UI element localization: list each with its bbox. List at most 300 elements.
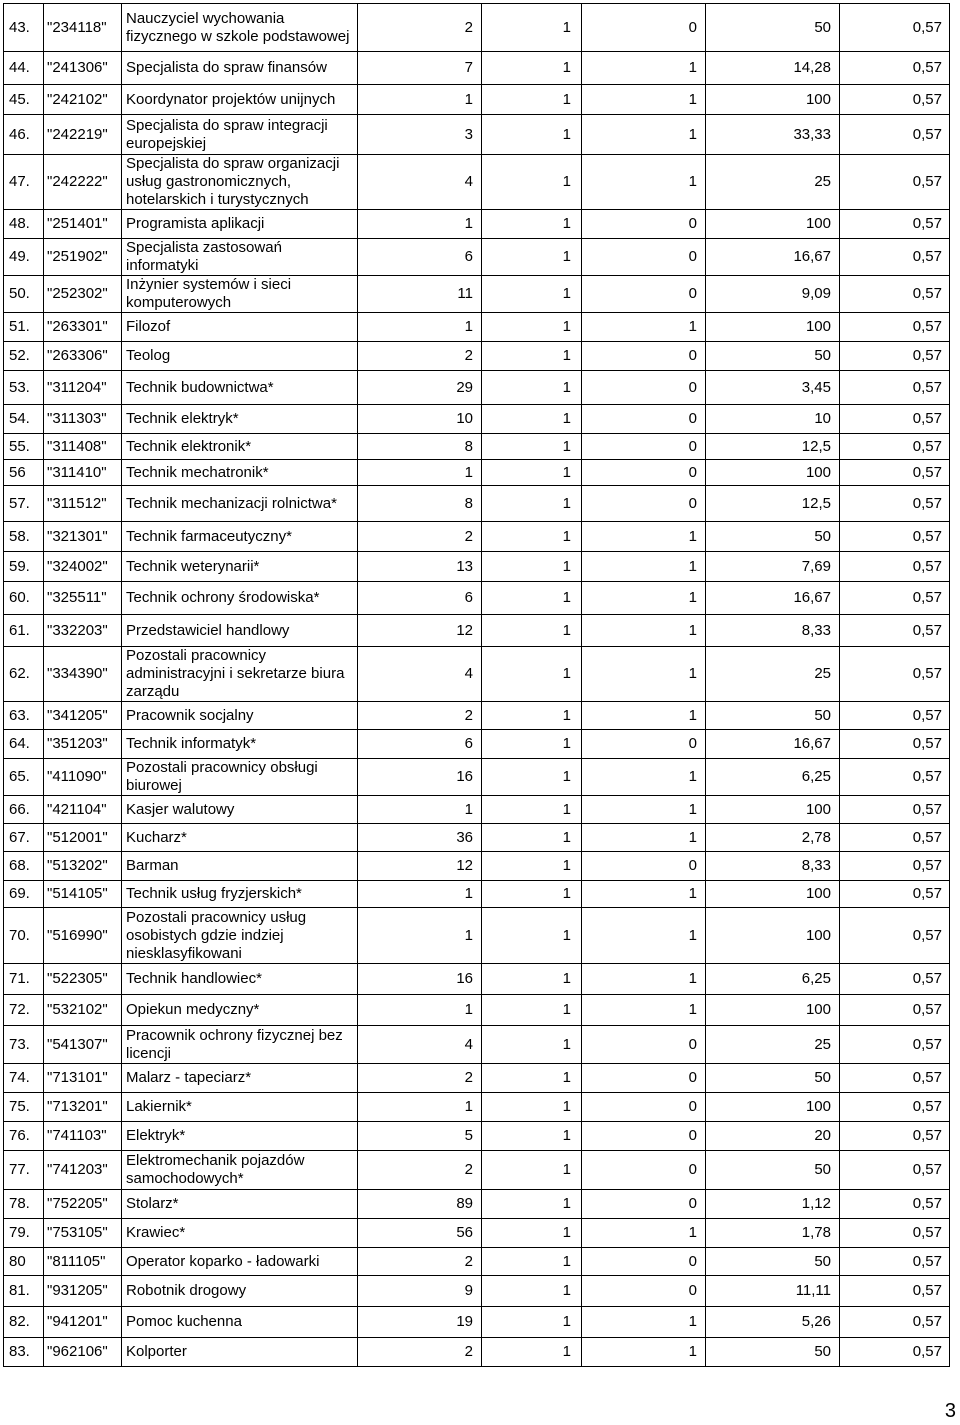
value-col-1: 29 [358,371,482,405]
row-number: 60. [4,582,44,615]
value-col-4: 100 [706,995,840,1026]
value-col-3: 0 [582,1093,706,1122]
row-number: 46. [4,115,44,155]
value-col-5: 0,57 [840,486,950,522]
value-col-1: 1 [358,460,482,486]
occupation-code: "351203" [44,730,122,759]
row-number: 74. [4,1064,44,1093]
value-col-2: 1 [482,824,582,852]
value-col-5: 0,57 [840,881,950,908]
value-col-4: 50 [706,702,840,730]
occupation-name: Kasjer walutowy [122,796,358,824]
occupation-code: "513202" [44,852,122,881]
value-col-1: 1 [358,995,482,1026]
row-number: 71. [4,964,44,995]
value-col-2: 1 [482,85,582,115]
value-col-2: 1 [482,908,582,964]
value-col-1: 7 [358,52,482,85]
value-col-1: 1 [358,85,482,115]
value-col-3: 0 [582,1026,706,1064]
value-col-1: 2 [358,4,482,52]
value-col-4: 50 [706,1338,840,1367]
occupation-name: Pozostali pracownicy usług osobistych gdzie indziej niesklasyfikowani [122,908,358,964]
occupation-code: "263301" [44,313,122,342]
value-col-2: 1 [482,460,582,486]
table-row [4,313,950,342]
table-row [4,52,950,85]
value-col-1: 16 [358,759,482,796]
occupation-code: "941201" [44,1307,122,1338]
value-col-2: 1 [482,210,582,239]
occupations-table [3,3,950,1367]
row-number: 61. [4,615,44,647]
value-col-1: 19 [358,1307,482,1338]
value-col-4: 14,28 [706,52,840,85]
value-col-4: 2,78 [706,824,840,852]
table-row [4,964,950,995]
value-col-4: 16,67 [706,582,840,615]
table-row [4,405,950,434]
occupation-name: Technik usług fryzjerskich* [122,881,358,908]
row-number: 47. [4,155,44,210]
value-col-5: 0,57 [840,582,950,615]
occupation-code: "962106" [44,1338,122,1367]
value-col-5: 0,57 [840,434,950,460]
value-col-2: 1 [482,1122,582,1151]
table-row [4,1276,950,1307]
value-col-1: 1 [358,908,482,964]
value-col-2: 1 [482,1190,582,1219]
value-col-1: 5 [358,1122,482,1151]
value-col-3: 0 [582,1248,706,1276]
value-col-4: 12,5 [706,486,840,522]
table-row [4,908,950,964]
occupation-code: "512001" [44,824,122,852]
value-col-4: 16,67 [706,730,840,759]
row-number: 59. [4,552,44,582]
value-col-3: 0 [582,1122,706,1151]
occupation-name: Technik informatyk* [122,730,358,759]
value-col-1: 11 [358,276,482,313]
row-number: 56 [4,460,44,486]
occupation-code: "311204" [44,371,122,405]
value-col-3: 1 [582,796,706,824]
value-col-2: 1 [482,52,582,85]
row-number: 45. [4,85,44,115]
table-row [4,1190,950,1219]
occupation-name: Teolog [122,342,358,371]
occupation-name: Pomoc kuchenna [122,1307,358,1338]
value-col-2: 1 [482,1276,582,1307]
value-col-3: 0 [582,730,706,759]
value-col-3: 0 [582,1190,706,1219]
value-col-2: 1 [482,1248,582,1276]
value-col-5: 0,57 [840,115,950,155]
table-row [4,1219,950,1248]
value-col-4: 8,33 [706,615,840,647]
occupation-code: "541307" [44,1026,122,1064]
occupation-name: Operator koparko - ładowarki [122,1248,358,1276]
value-col-2: 1 [482,313,582,342]
occupation-name: Technik budownictwa* [122,371,358,405]
table-row [4,4,950,52]
occupation-code: "242102" [44,85,122,115]
value-col-4: 100 [706,796,840,824]
value-col-5: 0,57 [840,155,950,210]
value-col-1: 36 [358,824,482,852]
value-col-4: 7,69 [706,552,840,582]
value-col-1: 4 [358,647,482,702]
value-col-3: 1 [582,155,706,210]
occupation-code: "311303" [44,405,122,434]
value-col-5: 0,57 [840,1190,950,1219]
value-col-4: 25 [706,647,840,702]
value-col-5: 0,57 [840,371,950,405]
value-col-2: 1 [482,434,582,460]
value-col-3: 1 [582,964,706,995]
value-col-4: 50 [706,1064,840,1093]
value-col-5: 0,57 [840,995,950,1026]
table-row [4,1248,950,1276]
occupation-name: Technik mechatronik* [122,460,358,486]
value-col-5: 0,57 [840,852,950,881]
occupation-code: "752205" [44,1190,122,1219]
occupation-name: Pracownik ochrony fizycznej bez licencji [122,1026,358,1064]
value-col-2: 1 [482,486,582,522]
row-number: 65. [4,759,44,796]
value-col-3: 0 [582,371,706,405]
value-col-1: 2 [358,1064,482,1093]
occupation-code: "321301" [44,522,122,552]
value-col-5: 0,57 [840,405,950,434]
value-col-1: 1 [358,313,482,342]
occupation-code: "311410" [44,460,122,486]
value-col-3: 0 [582,486,706,522]
value-col-5: 0,57 [840,730,950,759]
occupation-code: "332203" [44,615,122,647]
value-col-3: 1 [582,85,706,115]
value-col-5: 0,57 [840,759,950,796]
value-col-1: 2 [358,1338,482,1367]
value-col-4: 25 [706,155,840,210]
row-number: 64. [4,730,44,759]
value-col-2: 1 [482,1307,582,1338]
value-col-2: 1 [482,371,582,405]
occupation-name: Pozostali pracownicy obsługi biurowej [122,759,358,796]
occupation-code: "252302" [44,276,122,313]
table-row [4,995,950,1026]
value-col-4: 5,26 [706,1307,840,1338]
value-col-3: 1 [582,908,706,964]
value-col-4: 12,5 [706,434,840,460]
value-col-1: 2 [358,702,482,730]
occupation-code: "741103" [44,1122,122,1151]
value-col-1: 6 [358,239,482,276]
value-col-1: 9 [358,1276,482,1307]
value-col-5: 0,57 [840,1338,950,1367]
value-col-1: 8 [358,486,482,522]
value-col-4: 50 [706,342,840,371]
value-col-2: 1 [482,1026,582,1064]
occupation-code: "514105" [44,881,122,908]
value-col-3: 1 [582,615,706,647]
table-row [4,460,950,486]
row-number: 43. [4,4,44,52]
value-col-3: 1 [582,552,706,582]
value-col-2: 1 [482,405,582,434]
occupation-code: "311408" [44,434,122,460]
row-number: 50. [4,276,44,313]
occupation-name: Technik weterynarii* [122,552,358,582]
table-row [4,239,950,276]
value-col-5: 0,57 [840,52,950,85]
value-col-2: 1 [482,1064,582,1093]
value-col-2: 1 [482,522,582,552]
value-col-5: 0,57 [840,702,950,730]
value-col-3: 1 [582,824,706,852]
value-col-5: 0,57 [840,964,950,995]
row-number: 66. [4,796,44,824]
value-col-1: 1 [358,1093,482,1122]
row-number: 77. [4,1151,44,1190]
value-col-4: 8,33 [706,852,840,881]
value-col-1: 13 [358,552,482,582]
value-col-3: 1 [582,313,706,342]
table-row [4,824,950,852]
value-col-3: 1 [582,52,706,85]
value-col-2: 1 [482,1151,582,1190]
value-col-3: 0 [582,276,706,313]
value-col-4: 50 [706,522,840,552]
occupation-name: Inżynier systemów i sieci komputerowych [122,276,358,313]
occupation-name: Programista aplikacji [122,210,358,239]
occupation-code: "242222" [44,155,122,210]
value-col-3: 0 [582,210,706,239]
value-col-4: 100 [706,85,840,115]
value-col-3: 0 [582,239,706,276]
row-number: 79. [4,1219,44,1248]
row-number: 73. [4,1026,44,1064]
value-col-3: 0 [582,405,706,434]
value-col-5: 0,57 [840,824,950,852]
table-row [4,276,950,313]
occupation-name: Technik elektronik* [122,434,358,460]
value-col-3: 0 [582,852,706,881]
table-row [4,342,950,371]
value-col-5: 0,57 [840,1093,950,1122]
value-col-5: 0,57 [840,1151,950,1190]
occupation-code: "311512" [44,486,122,522]
value-col-5: 0,57 [840,313,950,342]
value-col-5: 0,57 [840,276,950,313]
value-col-5: 0,57 [840,1026,950,1064]
row-number: 52. [4,342,44,371]
occupation-name: Elektryk* [122,1122,358,1151]
value-col-4: 100 [706,881,840,908]
value-col-5: 0,57 [840,796,950,824]
value-col-5: 0,57 [840,239,950,276]
row-number: 76. [4,1122,44,1151]
value-col-2: 1 [482,276,582,313]
value-col-5: 0,57 [840,1219,950,1248]
value-col-3: 0 [582,460,706,486]
table-row [4,1026,950,1064]
value-col-5: 0,57 [840,647,950,702]
table-row [4,647,950,702]
table-row [4,1122,950,1151]
value-col-1: 6 [358,730,482,759]
value-col-3: 1 [582,115,706,155]
value-col-4: 3,45 [706,371,840,405]
value-col-1: 4 [358,155,482,210]
table-row [4,486,950,522]
value-col-3: 1 [582,522,706,552]
table-row [4,371,950,405]
value-col-4: 1,12 [706,1190,840,1219]
row-number: 70. [4,908,44,964]
occupation-code: "251401" [44,210,122,239]
occupation-code: "341205" [44,702,122,730]
value-col-1: 56 [358,1219,482,1248]
value-col-3: 0 [582,434,706,460]
table-row [4,210,950,239]
row-number: 58. [4,522,44,552]
occupation-name: Specjalista do spraw finansów [122,52,358,85]
value-col-3: 1 [582,647,706,702]
value-col-4: 20 [706,1122,840,1151]
value-col-4: 6,25 [706,759,840,796]
table-row [4,852,950,881]
value-col-1: 10 [358,405,482,434]
table-row [4,1093,950,1122]
value-col-4: 10 [706,405,840,434]
value-col-5: 0,57 [840,210,950,239]
value-col-1: 89 [358,1190,482,1219]
occupation-code: "334390" [44,647,122,702]
row-number: 63. [4,702,44,730]
page-number: 3 [944,1400,956,1422]
occupation-name: Technik mechanizacji rolnictwa* [122,486,358,522]
occupation-name: Nauczyciel wychowania fizycznego w szkole podstawowej [122,4,358,52]
occupation-code: "811105" [44,1248,122,1276]
value-col-1: 1 [358,796,482,824]
table-row [4,759,950,796]
value-col-2: 1 [482,4,582,52]
value-col-2: 1 [482,702,582,730]
table-row [4,796,950,824]
occupation-code: "522305" [44,964,122,995]
value-col-5: 0,57 [840,908,950,964]
value-col-4: 16,67 [706,239,840,276]
value-col-5: 0,57 [840,342,950,371]
value-col-1: 2 [358,1248,482,1276]
table-row [4,1307,950,1338]
value-col-5: 0,57 [840,4,950,52]
occupation-code: "251902" [44,239,122,276]
row-number: 68. [4,852,44,881]
table-row [4,615,950,647]
value-col-4: 25 [706,1026,840,1064]
value-col-3: 1 [582,702,706,730]
occupation-name: Specjalista do spraw organizacji usług gastronomicznych, hotelarskich i turystycznych [122,155,358,210]
row-number: 81. [4,1276,44,1307]
value-col-5: 0,57 [840,1276,950,1307]
value-col-5: 0,57 [840,1248,950,1276]
value-col-2: 1 [482,796,582,824]
value-col-3: 1 [582,995,706,1026]
occupation-name: Specjalista do spraw integracji europejskiej [122,115,358,155]
occupation-name: Kucharz* [122,824,358,852]
value-col-4: 33,33 [706,115,840,155]
row-number: 51. [4,313,44,342]
value-col-5: 0,57 [840,1307,950,1338]
table-row [4,1064,950,1093]
occupation-name: Pozostali pracownicy administracyjni i sekretarze biura zarządu [122,647,358,702]
occupation-code: "516990" [44,908,122,964]
row-number: 72. [4,995,44,1026]
table-row [4,1338,950,1367]
row-number: 83. [4,1338,44,1367]
occupation-code: "421104" [44,796,122,824]
table-row [4,155,950,210]
value-col-3: 1 [582,1307,706,1338]
table-row [4,434,950,460]
value-col-2: 1 [482,759,582,796]
value-col-1: 6 [358,582,482,615]
occupation-code: "325511" [44,582,122,615]
value-col-2: 1 [482,582,582,615]
occupation-name: Krawiec* [122,1219,358,1248]
value-col-1: 1 [358,881,482,908]
value-col-3: 0 [582,342,706,371]
table-row [4,582,950,615]
value-col-4: 50 [706,1248,840,1276]
occupation-name: Pracownik socjalny [122,702,358,730]
value-col-1: 12 [358,852,482,881]
value-col-1: 4 [358,1026,482,1064]
table-row [4,115,950,155]
value-col-3: 0 [582,1276,706,1307]
table-row [4,552,950,582]
occupation-name: Przedstawiciel handlowy [122,615,358,647]
occupation-name: Barman [122,852,358,881]
occupation-code: "234118" [44,4,122,52]
value-col-3: 0 [582,1151,706,1190]
table-row [4,85,950,115]
value-col-1: 2 [358,522,482,552]
value-col-3: 0 [582,1064,706,1093]
value-col-1: 2 [358,1151,482,1190]
occupation-name: Stolarz* [122,1190,358,1219]
value-col-3: 1 [582,1338,706,1367]
value-col-5: 0,57 [840,460,950,486]
row-number: 82. [4,1307,44,1338]
occupation-name: Opiekun medyczny* [122,995,358,1026]
value-col-2: 1 [482,115,582,155]
occupation-code: "713101" [44,1064,122,1093]
value-col-2: 1 [482,615,582,647]
value-col-4: 100 [706,313,840,342]
occupation-name: Robotnik drogowy [122,1276,358,1307]
occupation-code: "713201" [44,1093,122,1122]
occupation-code: "931205" [44,1276,122,1307]
value-col-2: 1 [482,155,582,210]
row-number: 55. [4,434,44,460]
value-col-5: 0,57 [840,552,950,582]
value-col-3: 1 [582,881,706,908]
value-col-3: 1 [582,759,706,796]
row-number: 53. [4,371,44,405]
